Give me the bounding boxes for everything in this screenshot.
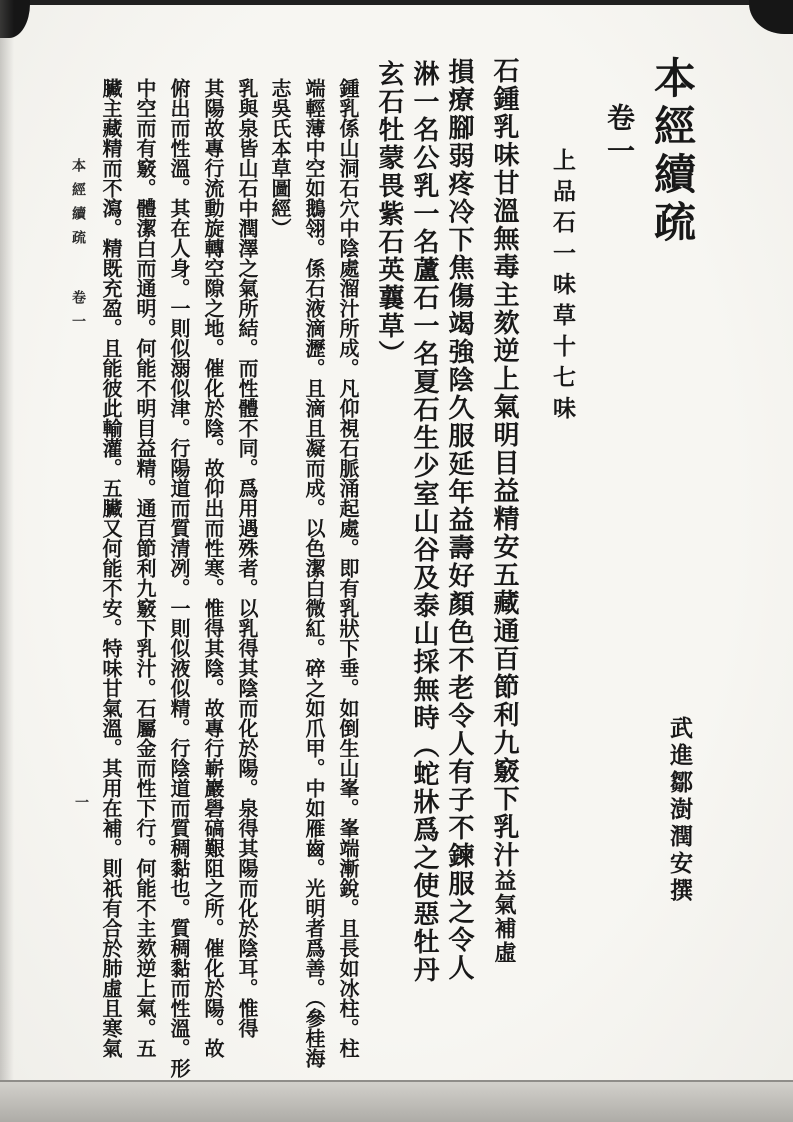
scan-corner-smudge-right	[749, 0, 793, 34]
book-title: 本經續疏	[648, 56, 694, 248]
margin-volume-label: 卷一	[70, 290, 85, 338]
scan-top-edge	[0, 0, 793, 5]
page-number: 一	[73, 795, 88, 809]
commentary-column-2: 端輕薄中空如鵝翎。係石液滴瀝。且滴且凝而成。以色潔白微紅。碎之如爪甲。中如雁齒。光明者爲善。（參桂海	[302, 78, 324, 1068]
scan-left-shadow	[0, 0, 14, 1122]
commentary-column-8: 臟主藏精而不瀉。精既充盈。且能彼此輸灌。五臟又何能不安。特味甘氣溫。其用在補。則祇有合於肺虛且寒氣	[99, 78, 121, 1058]
commentary-column-7: 中空而有竅。體潔白而通明。何能不明目益精。通百節利九竅下乳汁。石屬金而性下行。何能不主欬逆上氣。五	[133, 78, 155, 1058]
section-heading: 上品石一味草十七味	[550, 148, 575, 427]
main-text-column-1	[491, 57, 517, 965]
main-text-column-2: 損療腳弱疼冷下焦傷竭強陰久服延年益壽好顏色不老令人有子不鍊服之令人	[445, 58, 474, 982]
main-text-col1-main: 石鍾乳味甘溫無毒主欬逆上氣明目益精安五藏通百節利九竅下乳汁	[490, 57, 519, 869]
volume-label: 卷一	[603, 103, 634, 169]
commentary-column-4: 乳與泉皆山石中潤澤之氣所結。而性體不同。爲用遇殊者。以乳得其陰而化於陽。泉得其陽而化於陰耳。惟得	[235, 78, 257, 1038]
commentary-column-5: 其陽故專行流動旋轉空隙之地。催化於陰。故仰出而性寒。惟得其陰。故專行嶄巖礐碻艱阻之所。催化於陽。故	[201, 78, 223, 1058]
scan-bottom-band	[0, 1080, 793, 1122]
author-byline: 武進鄒澍潤安撰	[667, 716, 692, 905]
commentary-column-6: 俯出而性溫。其在人身。一則似溺似津。行陽道而質清冽。一則似液似精。行陰道而質稠黏也。質稠黏而性溫。形	[167, 78, 189, 1078]
margin-running-title: 本經續疏	[70, 158, 85, 254]
main-text-column-3: 淋一名公乳一名蘆石一名夏石生少室山谷及泰山採無時（蛇牀爲之使惡牡丹	[410, 60, 439, 984]
main-text-column-4: 玄石牡蒙畏紫石英蘘草）	[375, 60, 404, 368]
commentary-column-3: 志吳氏本草圖經）	[268, 78, 290, 238]
commentary-column-1: 鍾乳係山洞石穴中陰處溜汁所成。凡仰視石脈涌起處。即有乳狀下垂。如倒生山峯。峯端漸銳。且長如冰柱。柱	[336, 78, 358, 1058]
main-text-col1-sub: 益氣補虛	[492, 869, 517, 965]
